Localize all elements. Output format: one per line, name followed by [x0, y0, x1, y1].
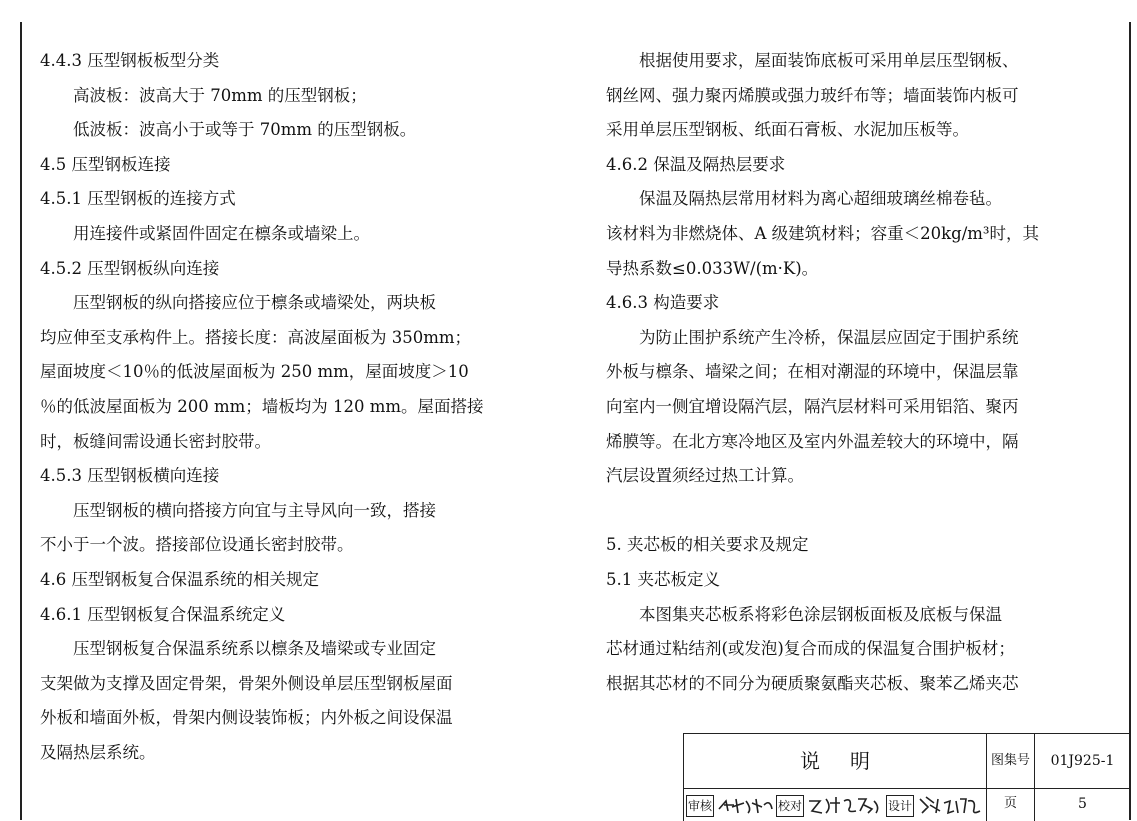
- left-column-line: 不小于一个波。搭接部位设通长密封胶带。: [40, 535, 354, 555]
- left-column-line: 屋面坡度＜10％的低波屋面板为 250 mm，屋面坡度＞10: [40, 362, 469, 382]
- left-column-line: 4.5 压型钢板连接: [40, 154, 171, 174]
- left-column-line: 低波板：波高小于或等于 70mm 的压型钢板。: [73, 120, 417, 140]
- right-column-line: 为防止围护系统产生冷桥，保温层应固定于围护系统: [639, 327, 1019, 347]
- left-column-line: 压型钢板复合保温系统系以檩条及墙梁或专业固定: [73, 639, 436, 659]
- left-column-line: 4.5.2 压型钢板纵向连接: [40, 258, 220, 278]
- checker-signature: [806, 793, 886, 817]
- page-label: 页: [1003, 796, 1017, 811]
- left-column-line: 4.5.3 压型钢板横向连接: [40, 466, 220, 486]
- reviewer-signature: [716, 793, 776, 817]
- right-column-line: 向室内一侧宜增设隔汽层，隔汽层材料可采用铝箔、聚丙: [606, 396, 1019, 416]
- left-column-line: 时，板缝间需设通长密封胶带。: [40, 431, 271, 451]
- left-column-line: 4.4.3 压型钢板板型分类: [40, 51, 220, 70]
- right-column-line: 5. 夹芯板的相关要求及规定: [606, 535, 809, 555]
- review-label: 审核: [686, 795, 714, 817]
- signature-row: [684, 789, 986, 821]
- design-label: 设计: [886, 795, 914, 817]
- right-column-line: 5.1 夹芯板定义: [606, 569, 720, 589]
- right-column-line: 本图集夹芯板系将彩色涂层钢板面板及底板与保温: [639, 604, 1002, 624]
- left-column-line: 4.6 压型钢板复合保温系统的相关规定: [40, 569, 319, 589]
- right-column-line: [606, 494, 1110, 529]
- left-column-line: ％的低波屋面板为 200 mm；墙板均为 120 mm。屋面搭接: [40, 396, 484, 416]
- left-column-line: 高波板：波高大于 70mm 的压型钢板；: [73, 85, 367, 105]
- right-column-line: 该材料为非燃烧体、A 级建筑材料；容重＜20kg/m³时，其: [606, 223, 1040, 243]
- atlas-number-label: 图集号: [990, 753, 1030, 768]
- right-column-line: 汽层设置须经过热工计算。: [606, 466, 804, 486]
- right-column-line: 导热系数≤0.033W/(m·K)。: [606, 258, 819, 278]
- right-column-line: 根据使用要求，屋面装饰底板可采用单层压型钢板、: [639, 51, 1019, 70]
- right-column-line: 芯材通过粘结剂(或发泡)复合而成的保温复合围护板材；: [606, 639, 1015, 659]
- left-column-line: 及隔热层系统。: [40, 742, 156, 762]
- right-column-line: 根据其芯材的不同分为硬质聚氨酯夹芯板、聚苯乙烯夹芯: [606, 673, 1019, 693]
- page-number: 5: [1078, 796, 1087, 812]
- designer-signature: [916, 793, 984, 817]
- left-column-line: 均应伸至支承构件上。搭接长度：高波屋面板为 350mm；: [40, 327, 472, 347]
- sheet-title: 说明: [800, 749, 900, 773]
- atlas-number: 01J925-1: [1050, 753, 1115, 769]
- left-text-column: [40, 44, 540, 770]
- right-column-line: 外板与檩条、墙梁之间；在相对潮湿的环境中，保温层靠: [606, 362, 1019, 382]
- right-column-line: 采用单层压型钢板、纸面石膏板、水泥加压板等。: [606, 120, 969, 140]
- left-column-line: 外板和墙面外板，骨架内侧设装饰板；内外板之间设保温: [40, 708, 453, 728]
- right-column-line: 4.6.2 保温及隔热层要求: [606, 154, 786, 174]
- right-column-line: 钢丝网、强力聚丙烯膜或强力玻纤布等；墙面装饰内板可: [606, 85, 1019, 105]
- check-label: 校对: [776, 795, 804, 817]
- title-block: [683, 733, 1130, 821]
- right-column-line: 烯膜等。在北方寒冷地区及室内外温差较大的环境中，隔: [606, 431, 1019, 451]
- left-column-line: 压型钢板的纵向搭接应位于檩条或墙梁处，两块板: [73, 293, 436, 313]
- left-column-line: 4.6.1 压型钢板复合保温系统定义: [40, 604, 286, 624]
- left-column-line: 支架做为支撑及固定骨架，骨架外侧设单层压型钢板屋面: [40, 673, 453, 693]
- right-column-line: 4.6.3 构造要求: [606, 293, 720, 313]
- frame-left-border: [20, 22, 22, 820]
- right-column-line: 保温及隔热层常用材料为离心超细玻璃丝棉卷毡。: [639, 189, 1002, 209]
- frame-right-border: [1129, 22, 1131, 820]
- left-column-line: 4.5.1 压型钢板的连接方式: [40, 189, 236, 209]
- right-text-column: [606, 44, 1110, 701]
- left-column-line: 压型钢板的横向搭接方向宜与主导风向一致，搭接: [73, 500, 436, 520]
- left-column-line: 用连接件或紧固件固定在檩条或墙梁上。: [73, 223, 370, 243]
